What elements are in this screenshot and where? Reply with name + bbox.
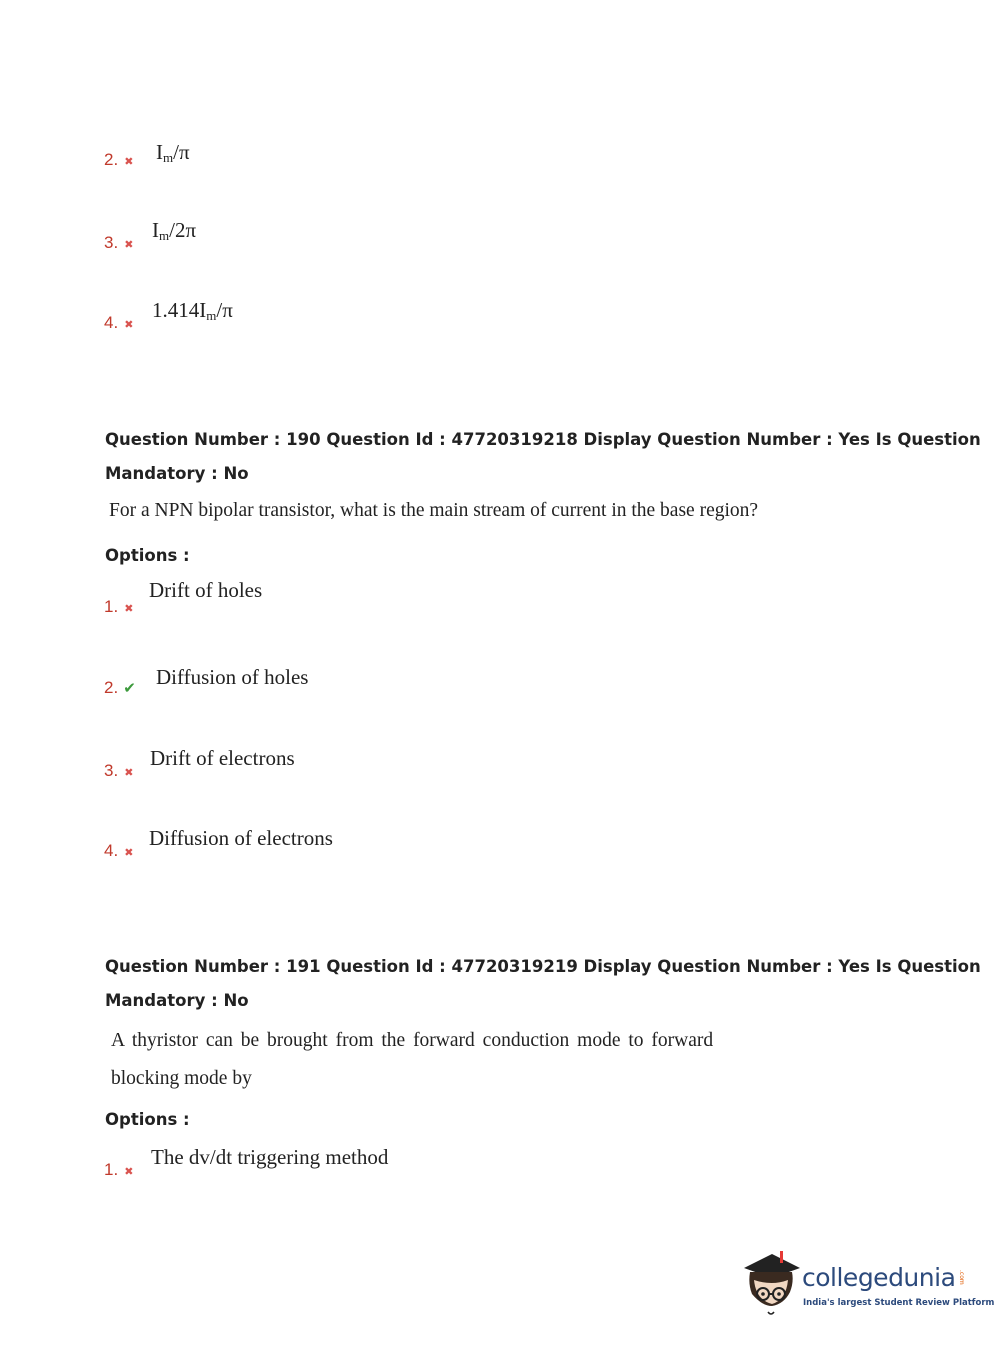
prev-option-3-text: $I_m/2\pi$ xyxy=(152,218,197,243)
option-number: 4. xyxy=(104,313,119,332)
question-191-header-line2: Mandatory : No xyxy=(105,991,249,1010)
option-number: 1. xyxy=(104,597,119,616)
option-number: 3. xyxy=(104,233,119,252)
q191-option-1-text: The dv/dt triggering method xyxy=(151,1145,389,1169)
wrong-mark-icon: ✖ xyxy=(124,846,134,859)
question-191-options-label: Options : xyxy=(105,1110,190,1129)
q191-option-1 xyxy=(104,1160,133,1180)
wrong-mark-icon: ✖ xyxy=(124,766,134,779)
question-191-header-line1: Question Number : 191 Question Id : 47720319219 Display Question Number : Yes Is Question xyxy=(105,957,981,976)
option-number: 2. xyxy=(104,678,119,697)
option-number: 3. xyxy=(104,761,119,780)
prev-option-2-text: $I_m/\pi$ xyxy=(156,140,190,165)
q190-option-3 xyxy=(104,761,133,781)
wrong-mark-icon: ✖ xyxy=(124,155,134,168)
question-190-text: For a NPN bipolar transistor, what is the main stream of current in the base region? xyxy=(109,500,759,521)
q190-option-2-text: Diffusion of holes xyxy=(156,665,309,689)
q190-option-2 xyxy=(104,678,136,698)
wrong-mark-icon: ✖ xyxy=(124,602,134,615)
prev-option-2 xyxy=(104,150,133,170)
q190-option-4-text: Diffusion of electrons xyxy=(149,826,333,850)
prev-option-3 xyxy=(104,233,133,253)
option-number: 1. xyxy=(104,1160,119,1179)
mascot-logo-icon xyxy=(742,1250,802,1320)
q190-option-3-text: Drift of electrons xyxy=(150,746,295,770)
question-190-header-line2: Mandatory : No xyxy=(105,464,249,483)
correct-check-icon: ✔ xyxy=(123,679,136,697)
question-191-text-line1: A thyristor can be brought from the forward conduction mode to forward xyxy=(111,1030,714,1051)
wrong-mark-icon: ✖ xyxy=(124,1165,134,1178)
q190-option-1-text: Drift of holes xyxy=(149,578,263,602)
prev-option-4 xyxy=(104,313,133,333)
option-number: 2. xyxy=(104,150,119,169)
logo-suffix: .com xyxy=(958,1270,965,1285)
q190-option-4 xyxy=(104,841,133,861)
option-number: 4. xyxy=(104,841,119,860)
question-190-header-line1: Question Number : 190 Question Id : 47720319218 Display Question Number : Yes Is Question xyxy=(105,430,981,449)
wrong-mark-icon: ✖ xyxy=(124,238,134,251)
question-190-options-label: Options : xyxy=(105,546,190,565)
question-191-text-line2: blocking mode by xyxy=(111,1068,252,1089)
logo-wordmark: collegedunia xyxy=(802,1263,956,1292)
prev-option-4-text: $1.414I_m/\pi$ xyxy=(152,298,233,323)
wrong-mark-icon: ✖ xyxy=(124,318,134,331)
q190-option-1 xyxy=(104,597,133,617)
logo-tagline: India's largest Student Review Platform xyxy=(803,1298,995,1308)
